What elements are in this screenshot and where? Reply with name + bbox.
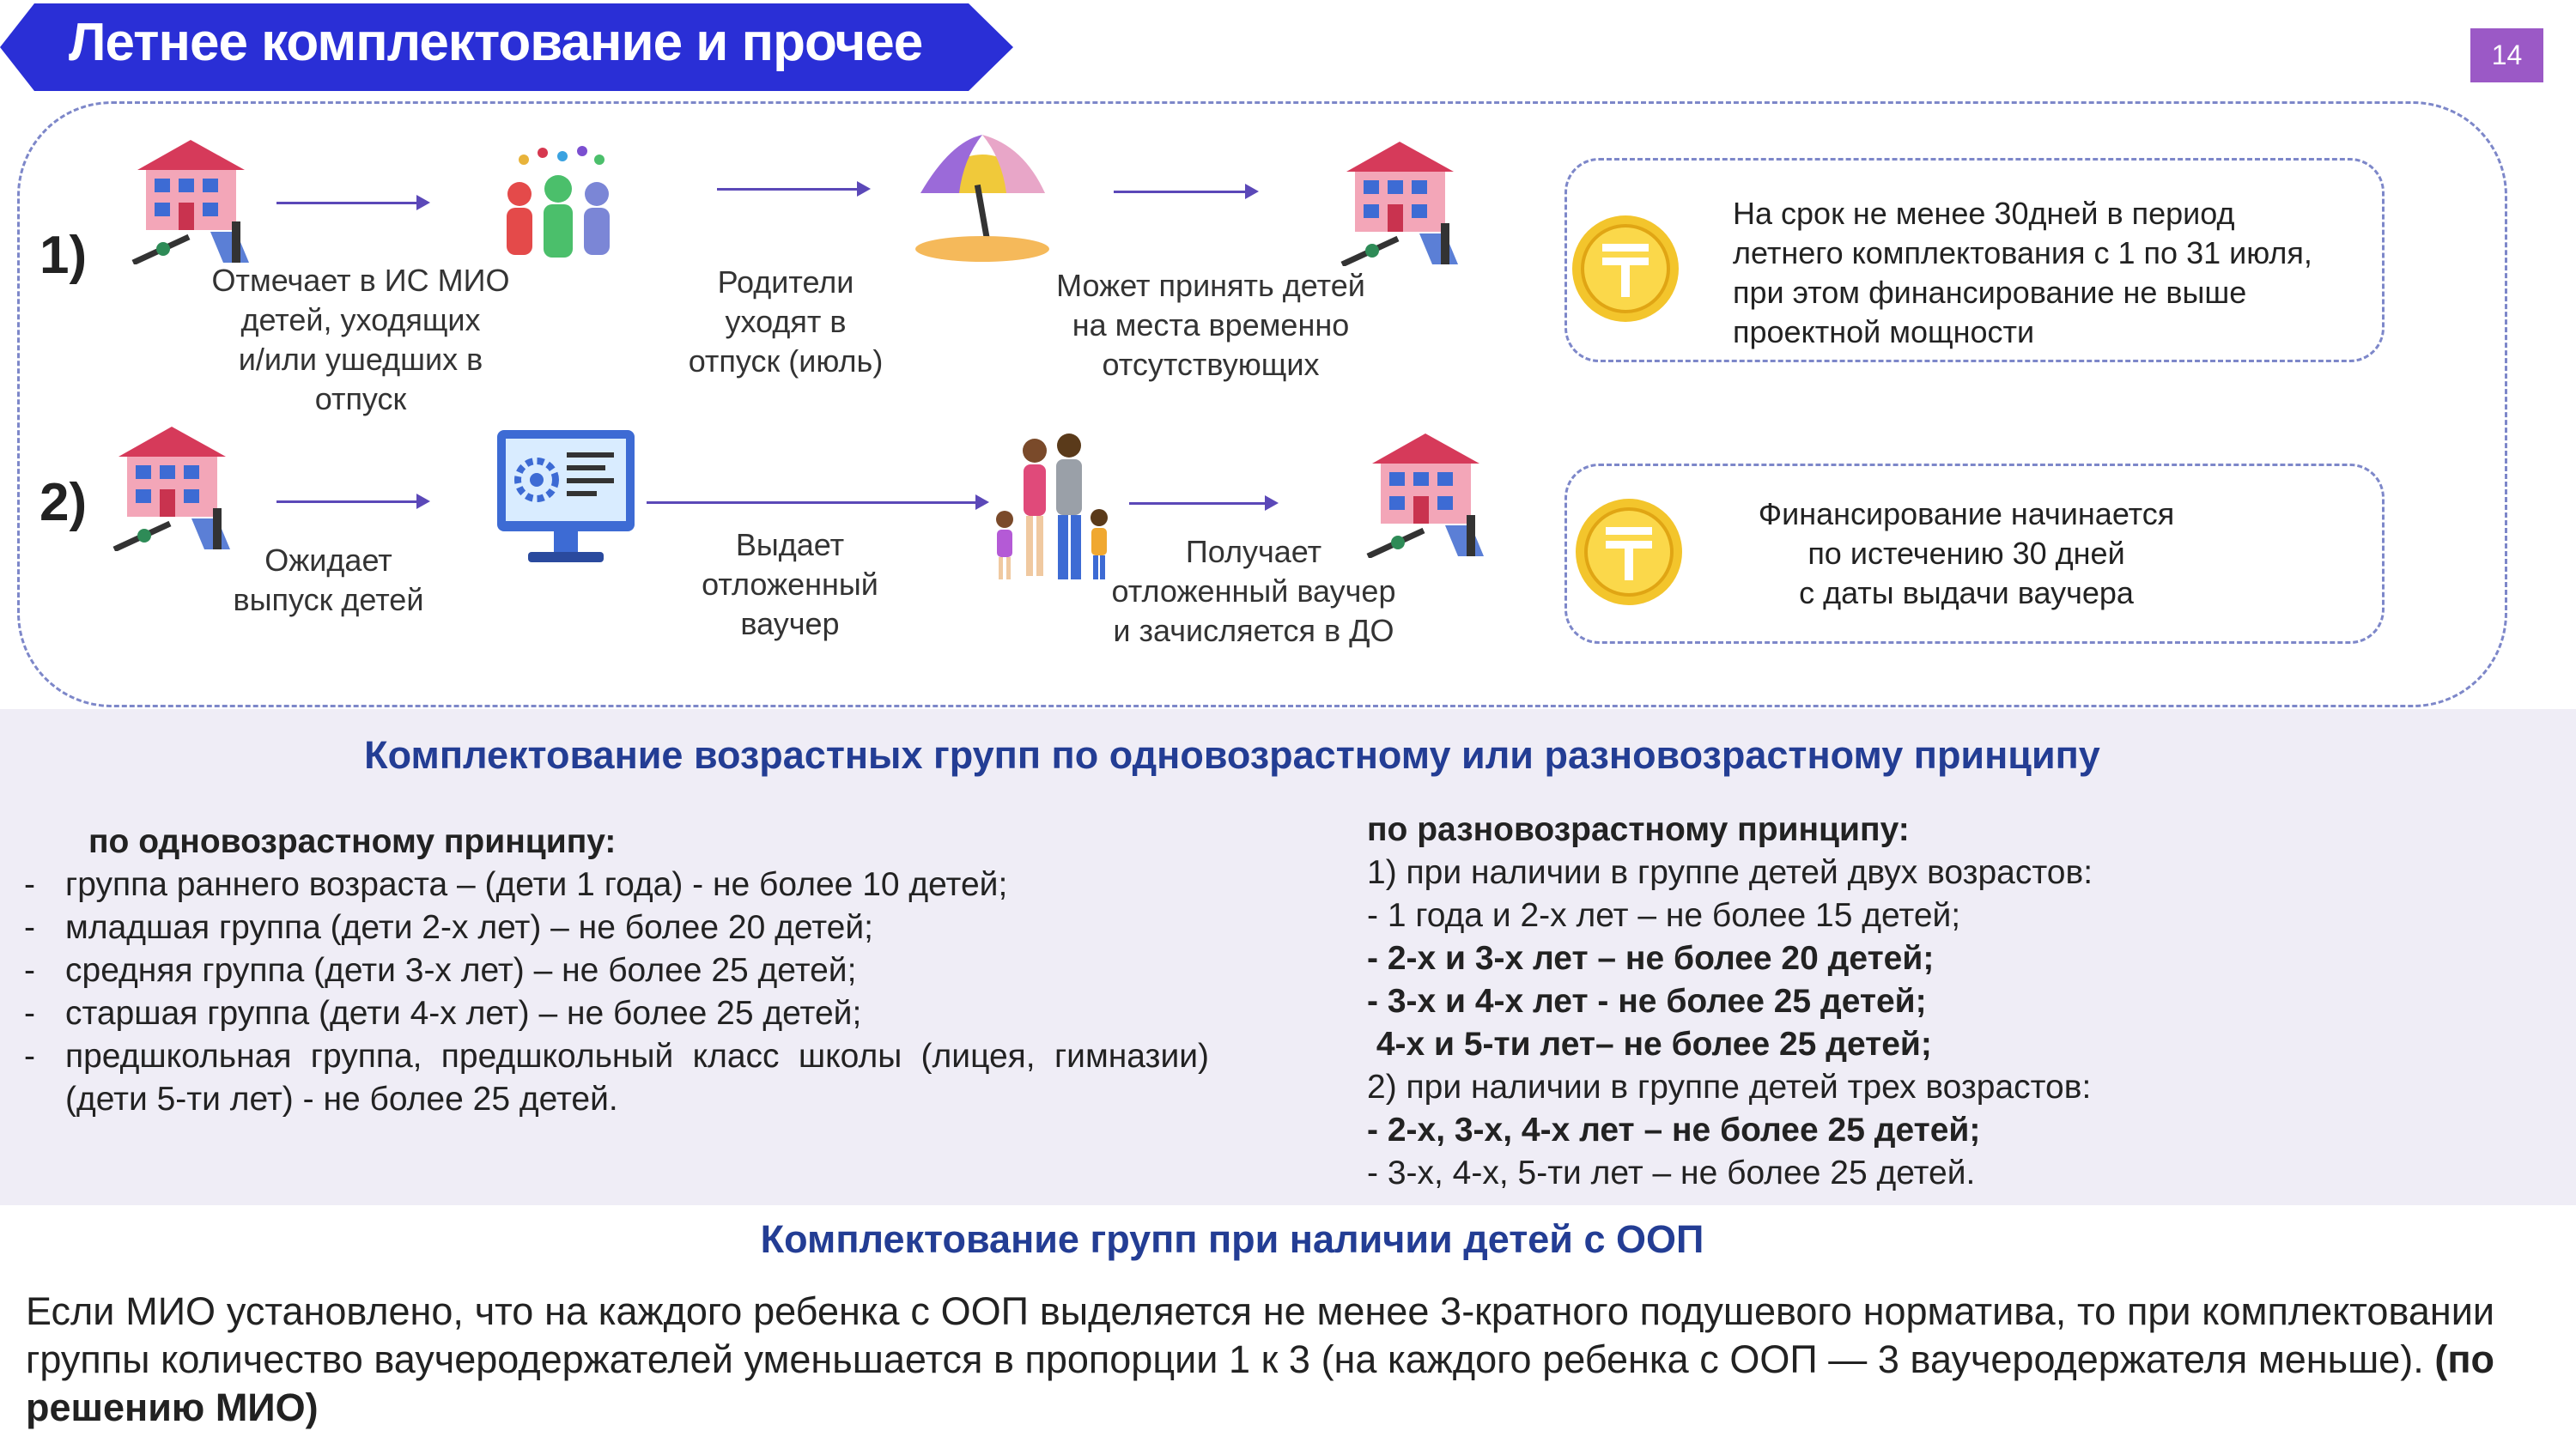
row-number-1: 1)	[39, 226, 88, 285]
mixed-age-list	[1367, 809, 2380, 1195]
flow-arrow	[1114, 191, 1255, 193]
list-item: 2) при наличии в группе детей трех возрастов:	[1367, 1069, 2092, 1106]
children-group-icon	[489, 144, 631, 260]
list-item: 4-х и 5-ти лет– не более 25 детей;	[1367, 1026, 1932, 1063]
list-item: - младшая группа (дети 2-х лет) – не более 20 детей;	[24, 909, 873, 946]
info-text-1: На срок не менее 30дней в период летнего комплектования с 1 по 31 июля, при этом финансирование не выше проектной мощности	[1733, 196, 2312, 349]
row-number-2: 2)	[39, 473, 88, 532]
step-2-3-text: Получает отложенный ваучер и зачисляется в ДО	[1111, 534, 1396, 648]
page-title: Летнее комплектование и прочее	[69, 13, 923, 72]
step-1-3-text: Может принять детей на места временно отсутствующих	[1056, 268, 1365, 382]
flow-arrow	[647, 501, 986, 504]
step-1-2-text: Родители уходят в отпуск (июль)	[688, 264, 884, 379]
flow-arrow	[276, 500, 427, 503]
single-age-title: по одновозрастному принципу:	[88, 823, 617, 860]
list-item: - 1 года и 2-х лет – не более 15 детей;	[1367, 897, 1961, 934]
mixed-age-title: по разновозрастному принципу:	[1367, 811, 1910, 848]
list-item: 1) при наличии в группе детей двух возрастов:	[1367, 854, 2093, 891]
list-item: - 3-х, 4-х, 5-ти лет – не более 25 детей.	[1367, 1155, 1976, 1191]
list-item: - группа раннего возраста – (дети 1 года) - не более 10 детей;	[24, 866, 1008, 903]
step-2-1-text: Ожидает выпуск детей	[233, 543, 424, 617]
kindergarten-icon	[129, 136, 253, 264]
beach-umbrella-icon	[912, 124, 1054, 262]
oop-bold-note: (по решению МИО)	[26, 1337, 2494, 1429]
list-item: - старшая группа (дети 4-х лет) – не более 25 детей;	[24, 995, 862, 1032]
flow-arrow	[276, 202, 427, 204]
list-item: - 2-х, 3-х, 4-х лет – не более 25 детей;	[1367, 1112, 1981, 1149]
computer-monitor-icon	[494, 427, 638, 566]
list-item: - предшкольная группа, предшкольный класс школы (лицея, гимназии) (дети 5-ти лет) - не более 25 детей.	[24, 1038, 1209, 1118]
info-text-2: Финансирование начинается по истечению 30 дней с даты выдачи ваучера	[1758, 496, 2175, 610]
list-item: - 3-х и 4-х лет - не более 25 детей;	[1367, 983, 1927, 1020]
flow-arrow	[717, 188, 867, 191]
step-1-1-text: Отмечает в ИС МИО детей, уходящих и/или ушедших в отпуск	[211, 263, 510, 416]
list-item: - средняя группа (дети 3-х лет) – не более 25 детей;	[24, 952, 857, 989]
kindergarten-icon	[1364, 429, 1488, 558]
list-item: - 2-х и 3-х лет – не более 20 детей;	[1367, 940, 1935, 977]
kindergarten-icon	[110, 422, 234, 551]
single-age-list	[24, 821, 1209, 1121]
flow-arrow	[1129, 502, 1275, 505]
kindergarten-icon	[1338, 137, 1462, 266]
page-number: 14	[2470, 28, 2543, 82]
tenge-coin-icon	[1570, 213, 1681, 324]
oop-heading: Комплектование групп при наличии детей с ООП	[760, 1217, 1704, 1261]
oop-paragraph: Если МИО установлено, что на каждого ребенка с ООП выделяется не менее 3-кратного подушевого норматива, то при комплектовании группы количество ваучеродержателей уменьшается в пропорции 1 к 3 (на каждого ребенка с ООП — 3 ваучеродержателя меньше). (по решению МИО)	[26, 1289, 2494, 1429]
tenge-coin-icon	[1573, 496, 1685, 608]
step-2-2-text: Выдает отложенный ваучер	[702, 527, 878, 641]
age-groups-heading: Комплектование возрастных групп по одновозрастному или разновозрастному принципу	[364, 733, 2100, 777]
